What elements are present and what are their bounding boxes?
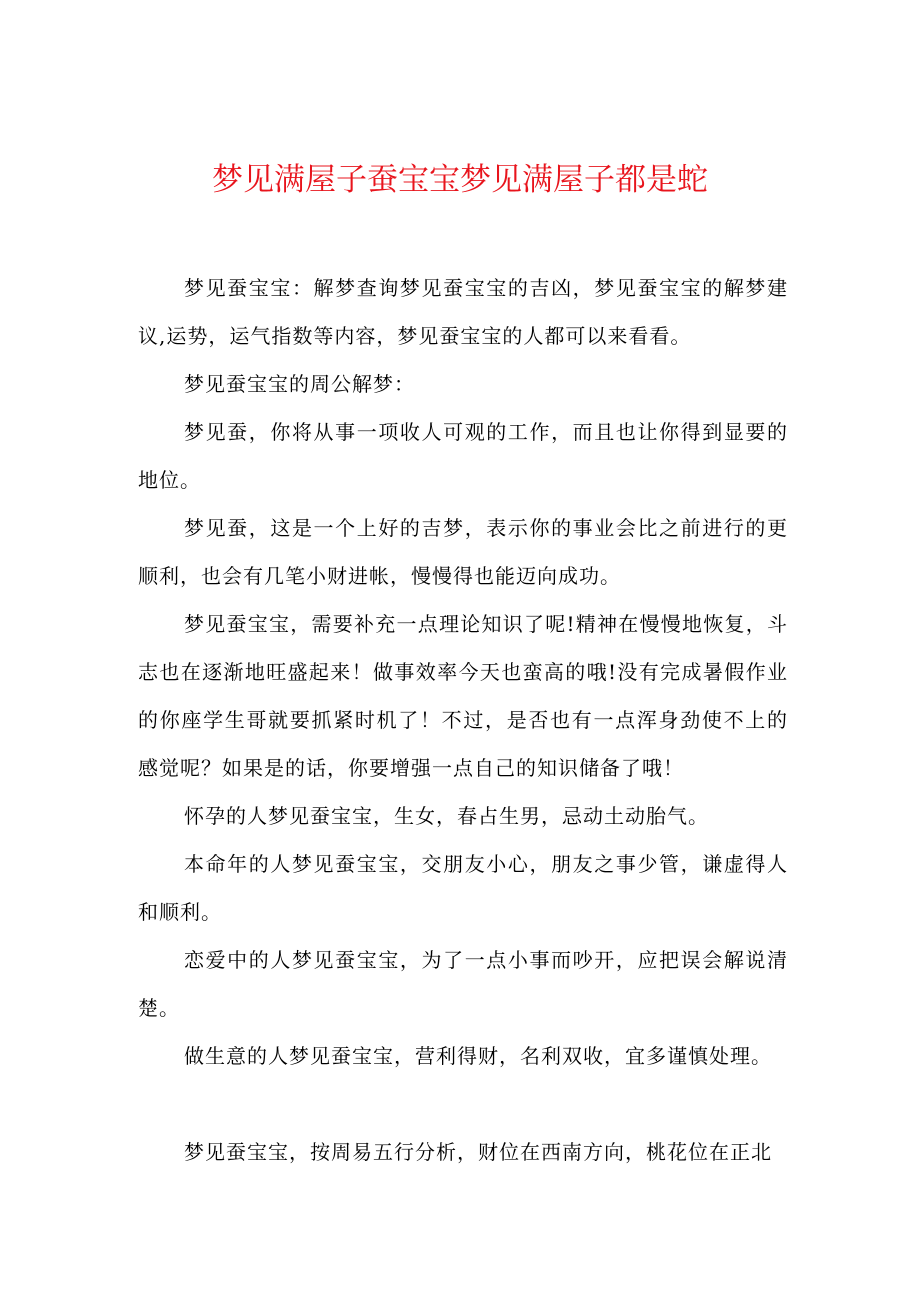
paragraph: 梦见蚕宝宝的周公解梦： [184,372,415,396]
paragraph: 做生意的人梦见蚕宝宝，营利得财，名利双收，宜多谨慎处理。 [184,1044,772,1068]
paragraph: 梦见蚕，你将从事一项收人可观的工作，而且也让你得到显要的地位。 [138,420,788,492]
paragraph: 恋爱中的人梦见蚕宝宝，为了一点小事而吵开，应把误会解说清楚。 [138,948,788,1020]
document-title: 梦见满屋子蚕宝宝梦见满屋子都是蛇 [212,162,708,198]
paragraph: 梦见蚕宝宝，需要补充一点理论知识了呢!精神在慢慢地恢复，斗志也在逐渐地旺盛起来！做事效率今天也蛮高的哦!没有完成暑假作业的你座学生哥就要抓紧时机了！不过，是否也有一点浑身劲使不上的感觉呢？如果是的话，你要增强一点自己的知识储备了哦！ [138,612,788,780]
paragraph: 梦见蚕，这是一个上好的吉梦，表示你的事业会比之前进行的更顺利，也会有几笔小财进帐，慢慢得也能迈向成功。 [138,516,788,588]
document-body [138,264,788,1176]
paragraph: 梦见蚕宝宝：解梦查询梦见蚕宝宝的吉凶，梦见蚕宝宝的解梦建议,运势，运气指数等内容，梦见蚕宝宝的人都可以来看看。 [138,276,788,348]
paragraph: 本命年的人梦见蚕宝宝，交朋友小心，朋友之事少管，谦虚得人和顺利。 [138,852,788,924]
paragraph: 梦见蚕宝宝，按周易五行分析，财位在西南方向，桃花位在正北 [184,1140,772,1164]
paragraph: 怀孕的人梦见蚕宝宝，生女，春占生男，忌动土动胎气。 [184,804,709,828]
